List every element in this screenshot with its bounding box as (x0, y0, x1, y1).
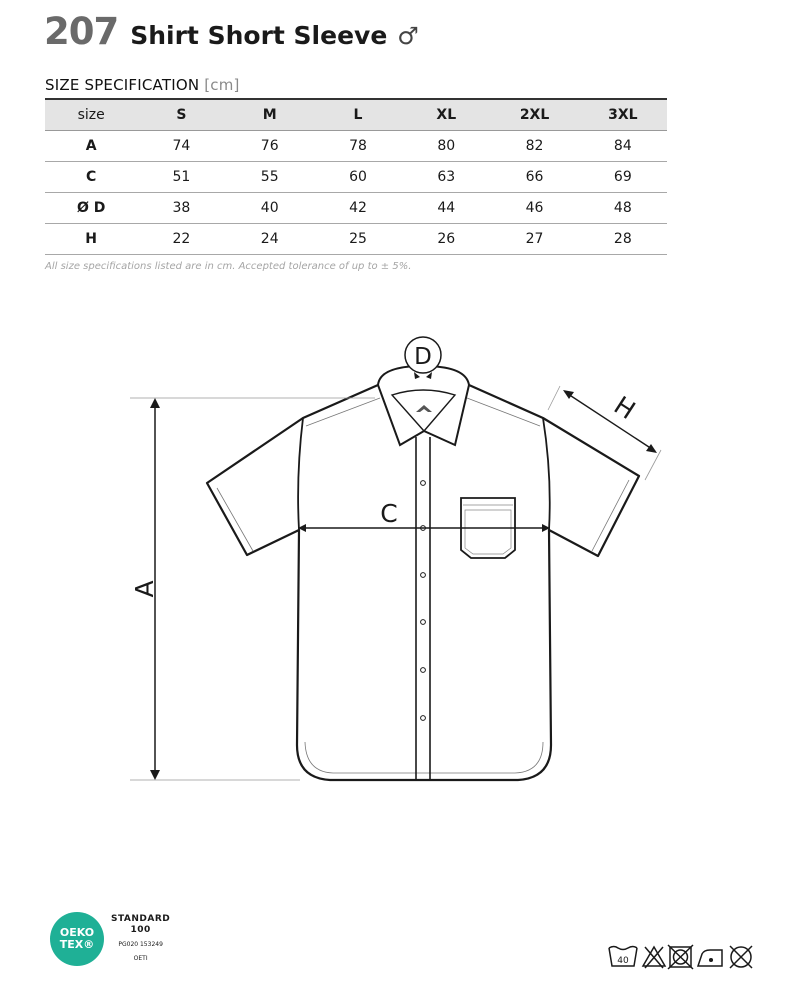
button-icon (421, 620, 426, 625)
row-label: C (45, 161, 137, 192)
hem-stitch (305, 742, 543, 773)
oeko-standard: STANDARD (111, 914, 171, 924)
wash-40-icon (609, 947, 637, 967)
size-spec-title: SIZE SPECIFICATION (45, 76, 200, 94)
arrow-down-icon (150, 770, 160, 780)
product-title: Shirt Short Sleeve (130, 21, 388, 50)
dimension-d-label: D (414, 344, 432, 370)
table-cell: 25 (314, 223, 402, 254)
table-cell: 40 (226, 192, 314, 223)
right-armhole-seam (543, 418, 550, 530)
oeko-standard-number: 100 (130, 925, 151, 935)
row-label: H (45, 223, 137, 254)
table-cell: 78 (314, 130, 402, 161)
column-header: XL (402, 99, 490, 130)
model-number: 207 (44, 10, 119, 53)
h-guide-top (548, 386, 560, 410)
table-cell: 42 (314, 192, 402, 223)
row-label: A (45, 130, 137, 161)
dimension-c-label: C (380, 499, 398, 528)
shirt-diagram (0, 300, 793, 800)
male-icon: ♂ (397, 22, 419, 50)
oeko-logo-line2: TEX® (59, 938, 95, 951)
no-bleach-icon (643, 947, 665, 968)
table-cell: 28 (579, 223, 667, 254)
table-cell: 80 (402, 130, 490, 161)
table-row (45, 192, 667, 223)
table-cell: 60 (314, 161, 402, 192)
table-cell: 27 (490, 223, 578, 254)
no-tumble-dry-icon (668, 945, 693, 969)
dimension-h-line (565, 392, 655, 451)
pocket-stitch (463, 505, 513, 554)
table-cell: 22 (137, 223, 225, 254)
table-cell: 51 (137, 161, 225, 192)
oeko-tex-logo (50, 912, 104, 966)
table-cell: 48 (579, 192, 667, 223)
table-cell: 63 (402, 161, 490, 192)
size-spec-unit: [cm] (204, 76, 240, 94)
size-table (45, 98, 667, 255)
oeko-tex-details (111, 914, 170, 964)
button-icon (421, 716, 426, 721)
iron-low-icon (698, 950, 722, 966)
table-cell: 82 (490, 130, 578, 161)
column-header: size (45, 99, 137, 130)
oeko-cert-number: PG020 153249 (118, 941, 163, 948)
wash-temperature: 40 (617, 956, 629, 966)
h-guide-bottom (645, 450, 661, 480)
oeko-tex-certification (50, 912, 170, 966)
care-symbols (607, 942, 757, 972)
oeko-institute: OETI (133, 955, 148, 962)
table-row (45, 223, 667, 254)
column-header: M (226, 99, 314, 130)
column-header: L (314, 99, 402, 130)
no-dry-clean-icon (730, 946, 752, 968)
table-cell: 26 (402, 223, 490, 254)
arrow-up-icon (150, 398, 160, 408)
table-cell: 38 (137, 192, 225, 223)
column-header: S (137, 99, 225, 130)
table-cell: 24 (226, 223, 314, 254)
dimension-h-label: H (608, 390, 641, 426)
column-header: 2XL (490, 99, 578, 130)
size-table-header (45, 99, 667, 130)
table-cell: 44 (402, 192, 490, 223)
table-cell: 76 (226, 130, 314, 161)
table-cell: 55 (226, 161, 314, 192)
button-icon (421, 668, 426, 673)
table-cell: 46 (490, 192, 578, 223)
table-cell: 84 (579, 130, 667, 161)
dimension-a-label: A (130, 580, 159, 598)
product-header (44, 10, 419, 54)
table-row (45, 130, 667, 161)
size-spec-heading (45, 76, 240, 94)
button-icon (421, 481, 426, 486)
table-cell: 66 (490, 161, 578, 192)
row-label: Ø D (45, 192, 137, 223)
button-icon (421, 573, 426, 578)
column-header: 3XL (579, 99, 667, 130)
oeko-logo-line1: OEKO (59, 926, 95, 939)
table-cell: 69 (579, 161, 667, 192)
table-cell: 74 (137, 130, 225, 161)
table-row (45, 161, 667, 192)
tolerance-note: All size specifications listed are in cm. Accepted tolerance of up to ± 5%. (45, 261, 412, 272)
left-armhole-seam (298, 418, 303, 530)
